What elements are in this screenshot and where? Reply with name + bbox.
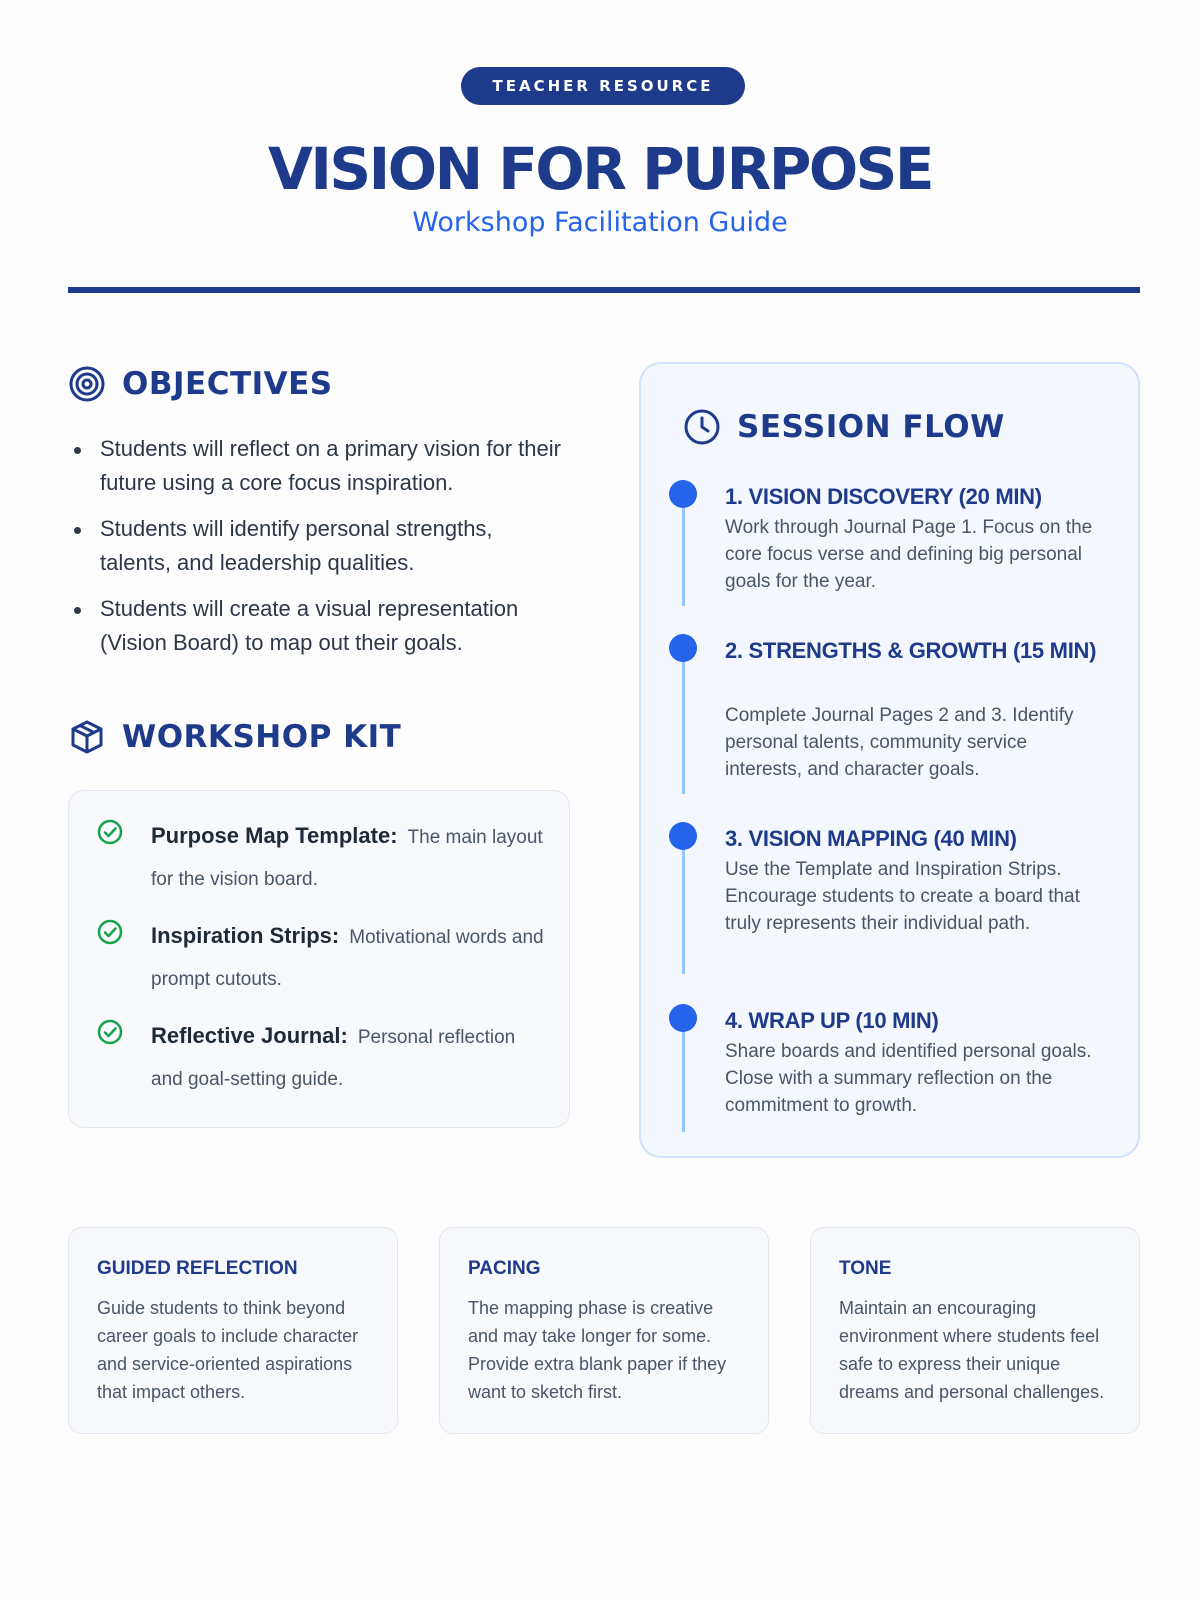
timeline-dot (669, 634, 697, 662)
timeline-line (682, 654, 685, 794)
card-title: TONE (839, 1258, 892, 1279)
card-body: Guide students to think beyond career goals to include character and service-oriented aspirations that impact others. (97, 1298, 359, 1402)
list-item: Students will create a visual representation (Vision Board) to map out their goals. (68, 592, 568, 660)
step-description: Use the Template and Inspiration Strips. Encourage students to create a board that truly represents their individual path. (725, 859, 1080, 934)
card-body: The mapping phase is creative and may take longer for some. Provide extra blank paper if they want to sketch first. (468, 1298, 727, 1402)
box-icon (68, 718, 106, 756)
step-description: Work through Journal Page 1. Focus on the core focus verse and defining big personal goals for the year. (725, 517, 1093, 592)
step-title: 3. VISION MAPPING (40 MIN) (725, 826, 1017, 851)
list-item: Students will identify personal strengths, talents, and leadership qualities. (68, 512, 568, 580)
workshop-kit-heading (68, 718, 401, 756)
timeline-line (682, 842, 685, 974)
kit-item-desc: Personal reflection and goal-setting guide. (151, 1027, 516, 1090)
page-subtitle: Workshop Facilitation Guide (412, 207, 788, 238)
workshop-kit-box (68, 790, 570, 1128)
header-divider (68, 287, 1140, 293)
step-description: Share boards and identified personal goals. Close with a summary reflection on the commitment to growth. (725, 1041, 1092, 1116)
workshop-kit-heading-label: WORKSHOP KIT (122, 719, 402, 755)
timeline-line (682, 1024, 685, 1132)
timeline-dot (669, 480, 697, 508)
check-circle-icon (97, 1019, 123, 1045)
check-circle-icon (97, 919, 123, 945)
kit-item-desc: Motivational words and prompt cutouts. (151, 927, 544, 990)
session-flow-heading-label: SESSION FLOW (737, 409, 1005, 445)
target-icon (68, 365, 106, 403)
tip-card-tone (810, 1227, 1140, 1434)
step-title: 4. WRAP UP (10 MIN) (725, 1008, 939, 1033)
step-title: 1. VISION DISCOVERY (20 MIN) (725, 484, 1042, 509)
clock-icon (683, 408, 721, 446)
tip-card-pacing (439, 1227, 769, 1434)
timeline-dot (669, 1004, 697, 1032)
objectives-heading (68, 365, 333, 403)
objectives-heading-label: OBJECTIVES (122, 366, 333, 402)
page-title: VISION FOR PURPOSE (267, 135, 933, 203)
card-title: PACING (468, 1258, 541, 1279)
kit-item-label: Reflective Journal: (151, 1023, 348, 1048)
check-circle-icon (97, 819, 123, 845)
step-description: Complete Journal Pages 2 and 3. Identify personal talents, community service interests, and character goals. (725, 705, 1074, 780)
tip-card-guided-reflection (68, 1227, 398, 1434)
kit-item-label: Inspiration Strips: (151, 923, 340, 948)
session-flow-heading (683, 408, 1005, 446)
session-flow-box (639, 362, 1140, 1158)
step-title: 2. STRENGTHS & GROWTH (15 MIN) (725, 638, 1097, 663)
card-title: GUIDED REFLECTION (97, 1258, 298, 1279)
kit-item-label: Purpose Map Template: (151, 823, 398, 848)
card-body: Maintain an encouraging environment where students feel safe to express their unique dreams and personal challenges. (839, 1298, 1105, 1402)
kit-item-desc: The main layout for the vision board. (151, 827, 543, 890)
timeline-dot (669, 822, 697, 850)
list-item: Students will reflect on a primary vision for their future using a core focus inspiration. (68, 432, 568, 500)
timeline-line (682, 500, 685, 606)
teacher-resource-badge: TEACHER RESOURCE (461, 67, 745, 105)
objectives-list (68, 432, 568, 672)
